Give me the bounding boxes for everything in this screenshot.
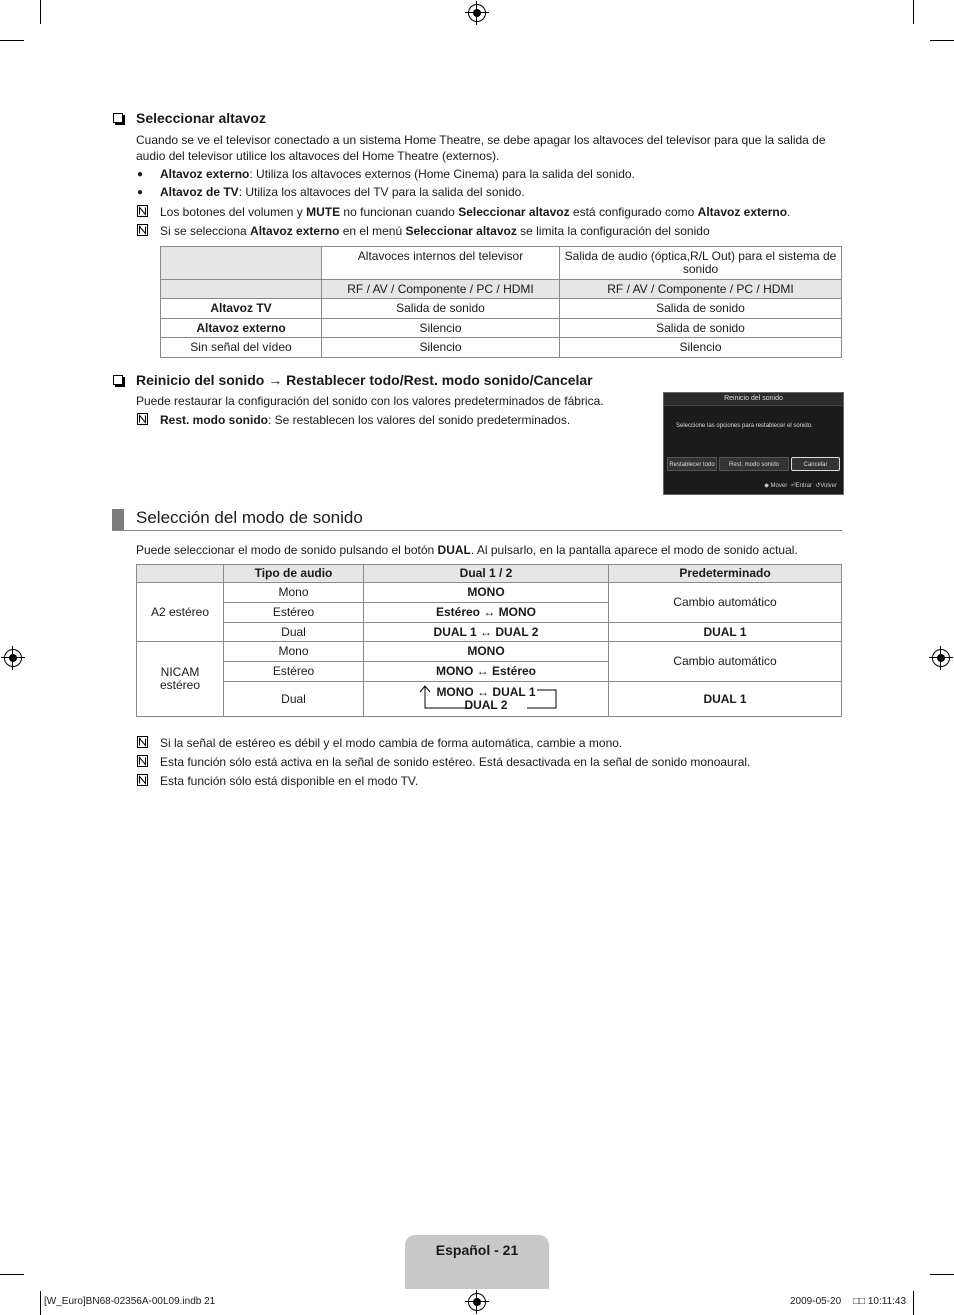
table-row: NICAM estéreo Mono MONO Cambio automático — [137, 642, 842, 662]
registration-mark-icon — [468, 1293, 486, 1311]
rest-modo-sonido-button[interactable]: Rest. modo sonido — [719, 457, 789, 471]
checkbox-bullet-icon — [113, 375, 123, 385]
speaker-table — [160, 246, 842, 358]
table-header: Tipo de audio — [224, 565, 364, 583]
table-row: Estéreo MONO ↔ Estéreo — [137, 662, 842, 682]
cycle-arrow-icon — [417, 685, 559, 712]
paragraph: Puede restaurar la configuración del sonido con los valores predeterminados de fábrica. — [136, 394, 604, 408]
note-text: Los botones del volumen y MUTE no funcionan cuando Seleccionar altavoz está configurado como Altavoz externo. — [160, 205, 791, 219]
table-row: Altavoz externo Silencio Salida de sonido — [161, 319, 842, 338]
note-icon — [137, 205, 148, 217]
note-icon — [137, 736, 148, 748]
checkbox-bullet-icon — [113, 113, 123, 123]
paragraph: Puede seleccionar el modo de sonido pulsando el botón DUAL. Al pulsarlo, en la pantalla aparece el modo de sonido actual. — [136, 543, 798, 557]
note-text: Rest. modo sonido: Se restablecen los valores del sonido predeterminados. — [160, 413, 571, 427]
osd-nav-hints: ◆ Mover ⏎Entrar ↺Volver — [764, 483, 837, 489]
cancelar-button[interactable]: Cancelar — [791, 457, 840, 471]
table-cell — [161, 280, 322, 299]
registration-mark-icon — [4, 649, 22, 667]
page-number: Español - 21 — [435, 1242, 519, 1258]
divider — [112, 530, 842, 531]
table-header: Predeterminado — [609, 565, 842, 583]
section-title: Selección del modo de sonido — [136, 508, 363, 527]
table-row: Dual DUAL 1 ↔ DUAL 2 DUAL 1 — [137, 623, 842, 642]
paragraph: Cuando se ve el televisor conectado a un sistema Home Theatre, se debe apagar los altavoces del televisor para que la salida de audio del televisor utilice los altavoces del Home Theatre (externos). — [136, 133, 826, 163]
table-row: A2 estéreo Mono MONO Cambio automático — [137, 583, 842, 603]
print-date: 2009-05-20 — [790, 1296, 842, 1307]
return-icon: ↺ — [815, 483, 821, 489]
sound-mode-table — [136, 564, 842, 717]
bullet-icon: ● — [137, 169, 144, 180]
file-name: [W_Euro]BN68-02356A-00L09.indb 21 — [44, 1296, 216, 1307]
table-header: Dual 1 / 2 — [364, 565, 609, 583]
enter-icon: ⏎ — [790, 483, 796, 489]
table-row: Sin señal del vídeo Silencio Silencio — [161, 338, 842, 358]
note-text: Si la señal de estéreo es débil y el modo cambia de forma automática, cambie a mono. — [160, 736, 623, 750]
table-header: RF / AV / Componente / PC / HDMI — [560, 280, 842, 299]
osd-message: Seleccione las opciones para restablecer el sonido. — [676, 423, 813, 429]
section-marker — [112, 509, 124, 531]
registration-mark-icon — [932, 649, 950, 667]
bullet-item: Altavoz externo: Utiliza los altavoces externos (Home Cinema) para la salida del sonido. — [160, 167, 635, 181]
table-header: RF / AV / Componente / PC / HDMI — [322, 280, 560, 299]
table-row: Dual MONO ↔ DUAL 1 DUAL 2 DUAL 1 — [137, 682, 842, 717]
table-cell — [161, 247, 322, 280]
table-header: Salida de audio (óptica,R/L Out) para el sistema de sonido — [560, 247, 842, 280]
bullet-icon: ● — [137, 187, 144, 198]
note-icon — [137, 413, 148, 425]
osd-title: Reinicio del sonido — [664, 393, 843, 406]
table-row: Altavoz TV Salida de sonido Salida de sonido — [161, 299, 842, 319]
table-cell — [137, 565, 224, 583]
move-hint: ◆ Mover — [764, 483, 788, 489]
note-icon — [137, 774, 148, 786]
registration-mark-icon — [468, 4, 486, 22]
table-header: Altavoces internos del televisor — [322, 247, 560, 280]
note-icon — [137, 224, 148, 236]
note-text: Si se selecciona Altavoz externo en el menú Seleccionar altavoz se limita la configuración del sonido — [160, 224, 710, 238]
note-icon — [137, 755, 148, 767]
section-heading: Seleccionar altavoz — [136, 110, 266, 126]
bullet-item: Altavoz de TV: Utiliza los altavoces del TV para la salida del sonido. — [160, 185, 525, 199]
section-heading: Reinicio del sonido → Restablecer todo/Rest. modo sonido/Cancelar — [136, 372, 593, 388]
restablecer-todo-button[interactable]: Restablecer todo — [667, 457, 717, 471]
table-row: Estéreo Estéreo ↔ MONO — [137, 603, 842, 623]
print-time: □□ 10:11:43 — [853, 1296, 907, 1307]
note-text: Esta función sólo está disponible en el modo TV. — [160, 774, 419, 788]
note-text: Esta función sólo está activa en la señal de sonido estéreo. Está desactivada en la señal de sonido monoaural. — [160, 755, 751, 769]
osd-screenshot — [663, 392, 844, 495]
